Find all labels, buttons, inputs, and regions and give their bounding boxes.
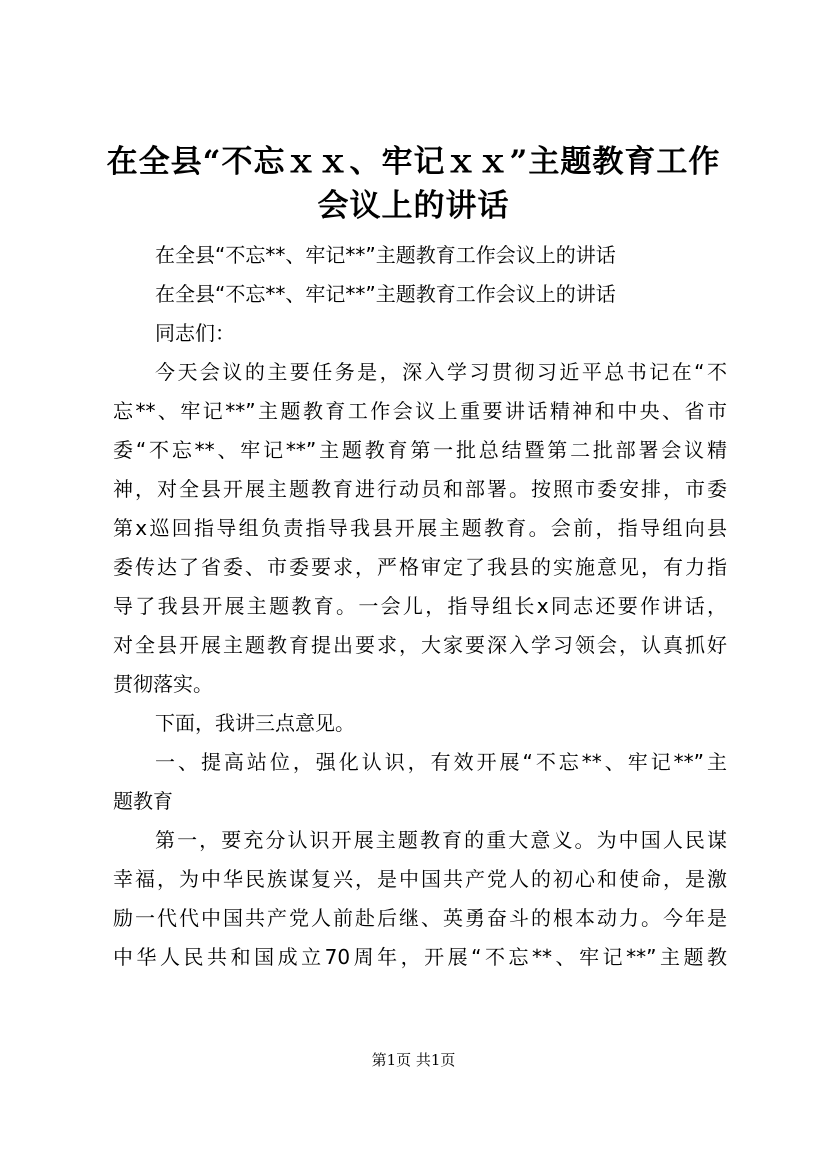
text-line: 忘**、牢记**”主题教育工作会议上重要讲话精神和中央、省市 xyxy=(113,399,727,423)
text-line: 在全县“不忘**、牢记**”主题教育工作会议上的讲话 xyxy=(155,282,616,306)
text-line: 今天会议的主要任务是，深入学习贯彻习近平总书记在“不 xyxy=(155,360,727,384)
text-line: 励一代代中国共产党人前赴后继、英勇奋斗的根本动力。今年是 xyxy=(113,906,727,930)
document-body xyxy=(113,236,727,977)
text-line: 贯彻落实。 xyxy=(113,672,213,696)
text-line: 中华人民共和国成立70周年，开展“不忘**、牢记**”主题教 xyxy=(113,945,727,969)
text-line: 一、提高站位，强化认识，有效开展“不忘**、牢记**”主 xyxy=(155,750,727,774)
title-line-1: 在全县“不忘ｘｘ、牢记ｘｘ”主题教育工作 xyxy=(106,144,721,180)
text-line: 第一，要充分认识开展主题教育的重大意义。为中国人民谋 xyxy=(155,828,727,852)
title-line-2: 会议上的讲话 xyxy=(317,188,510,224)
page-footer: 第1页 共1页 xyxy=(371,1051,456,1069)
text-line: 导了我县开展主题教育。一会儿，指导组长x同志还要作讲话， xyxy=(113,594,727,618)
text-line: 神，对全县开展主题教育进行动员和部署。按照市委安排，市委 xyxy=(113,477,727,501)
text-line: 对全县开展主题教育提出要求，大家要深入学习领会，认真抓好 xyxy=(113,633,727,657)
text-line: 幸福，为中华民族谋复兴，是中国共产党人的初心和使命，是激 xyxy=(113,867,727,891)
text-line: 委“不忘**、牢记**”主题教育第一批总结暨第二批部署会议精 xyxy=(113,438,727,462)
document-title xyxy=(90,140,737,228)
text-line: 委传达了省委、市委要求，严格审定了我县的实施意见，有力指 xyxy=(113,555,727,579)
text-line: 在全县“不忘**、牢记**”主题教育工作会议上的讲话 xyxy=(155,243,616,267)
text-line: 下面，我讲三点意见。 xyxy=(155,711,355,735)
text-line: 题教育 xyxy=(113,789,173,813)
text-line: 同志们： xyxy=(155,321,235,345)
text-line: 第x巡回指导组负责指导我县开展主题教育。会前，指导组向县 xyxy=(113,516,727,540)
